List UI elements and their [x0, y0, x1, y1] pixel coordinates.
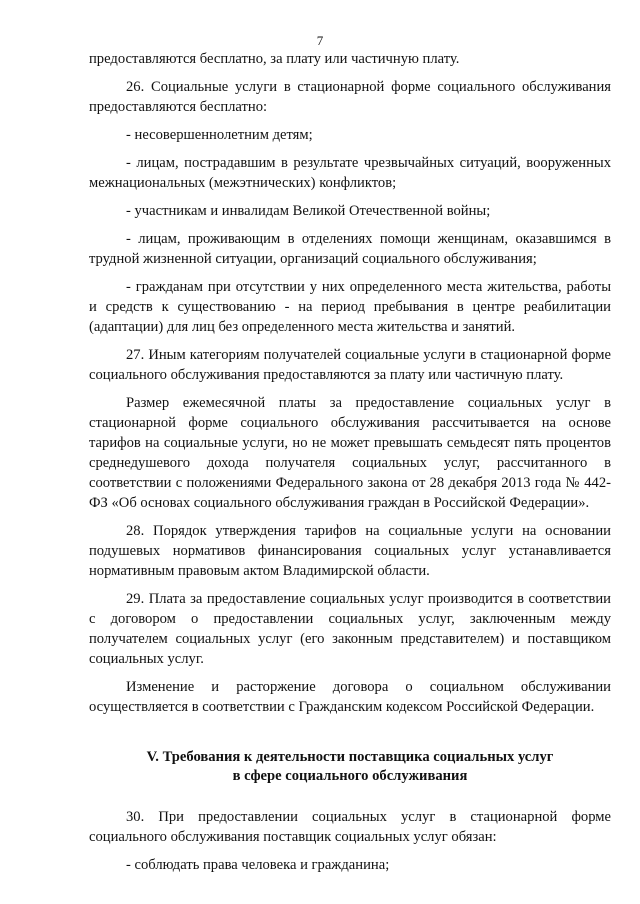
list-item-women-shelter: - лицам, проживающим в отделениях помощи женщинам, оказавшимся в трудной жизненной ситуации, организаций социального обслуживания; [89, 231, 611, 267]
paragraph-30: 30. При предоставлении социальных услуг в стационарной форме социального обслуживания поставщик социальных услуг обязан: [89, 809, 611, 845]
page-number: 7 [316, 33, 324, 48]
section-heading-line-2: в сфере социального обслуживания [232, 768, 468, 784]
paragraph-27: 27. Иным категориям получателей социальные услуги в стационарной форме социального обслуживания предоставляются за плату или частичную плату. [89, 347, 611, 383]
list-item-war-veterans: - участникам и инвалидам Великой Отечественной войны; [126, 203, 491, 219]
list-item-human-rights: - соблюдать права человека и гражданина; [126, 857, 390, 873]
section-heading-line-1: V. Требования к деятельности поставщика социальных услуг [146, 749, 554, 765]
paragraph-continuation: предоставляются бесплатно, за плату или частичную плату. [89, 51, 460, 67]
paragraph-monthly-fee: Размер ежемесячной платы за предоставление социальных услуг в стационарной форме социального обслуживания рассчитывается на основе тарифов на социальные услуги, но не может превышать семьдесят пять процентов среднедушевого дохода получателя социальных услуг, рассчитанного в соответствии с положениями Федерального закона от 28 декабря 2013 года № 442-ФЗ «Об основах социального обслуживания граждан в Российской Федерации». [89, 395, 611, 511]
paragraph-29: 29. Плата за предоставление социальных услуг производится в соответствии с договором о предоставлении социальных услуг, заключенным между получателем социальных услуг (его законным представителем) и поставщиком социальных услуг. [89, 591, 611, 667]
list-item-emergency-victims: - лицам, пострадавшим в результате чрезвычайных ситуаций, вооруженных межнациональных (межэтнических) конфликтов; [89, 155, 611, 191]
list-item-homeless: - гражданам при отсутствии у них определенного места жительства, работы и средств к существованию - на период пребывания в центре реабилитации (адаптации) для лиц без определенного места жительства и занятий. [89, 279, 611, 335]
paragraph-28: 28. Порядок утверждения тарифов на социальные услуги на основании подушевых нормативов финансирования социальных услуг устанавливается нормативным правовым актом Владимирской области. [89, 523, 611, 579]
paragraph-26: 26. Социальные услуги в стационарной форме социального обслуживания предоставляются бесплатно: [89, 79, 611, 115]
section-heading [89, 748, 611, 786]
list-item-minors: - несовершеннолетним детям; [126, 127, 313, 143]
document-body [89, 49, 611, 883]
paragraph-contract-change: Изменение и расторжение договора о социальном обслуживании осуществляется в соответствии с Гражданским кодексом Российской Федерации. [89, 679, 611, 715]
